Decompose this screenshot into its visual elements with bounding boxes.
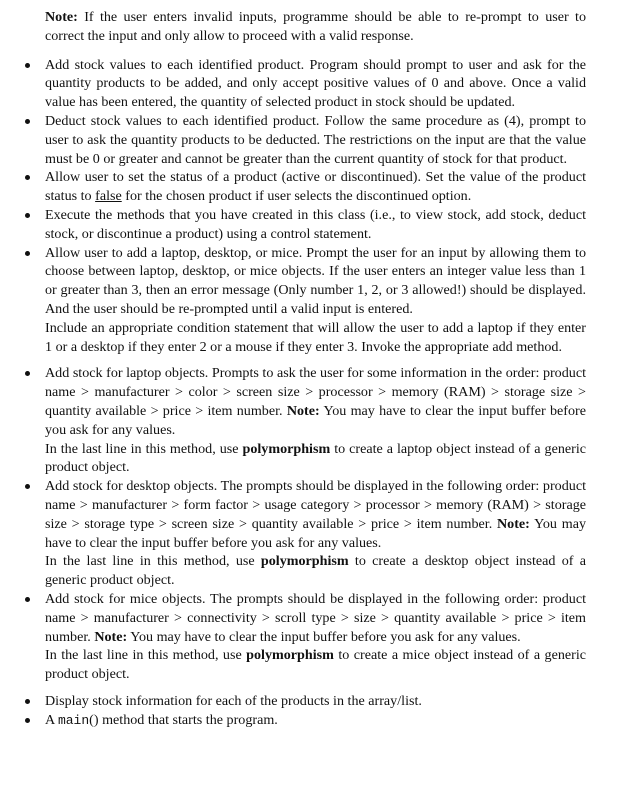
list-item-add-device: [45, 244, 586, 357]
desktop-text-c: In the last line in this method, use: [45, 553, 261, 570]
laptop-text-b: You may have to clear the input buffer before you ask for any values.: [45, 402, 586, 438]
laptop-text-a: Add stock for laptop objects. Prompts to ask the user for some information in the order: product name > manufacturer > color > screen size > processor > memory (RAM) > storage size > quantity available > price > item number.: [45, 365, 586, 419]
bullet-icon: [25, 175, 30, 180]
note-label: Note:: [45, 9, 78, 25]
list-item-status: [45, 168, 586, 206]
main-text-b: () method that starts the program.: [89, 711, 278, 728]
desktop-text-2: [45, 552, 586, 590]
list-item-mice: [45, 590, 586, 684]
mice-note-label: Note:: [94, 628, 128, 645]
list-item-display: [45, 692, 586, 711]
add-device-text-1: Allow user to add a laptop, desktop, or mice. Prompt the user for an input by allowing them to choose between laptop, desktop, or mice objects. If the user enters an integer value less than 1 or greater than 3, then an error message (Only number 1, 2, or 3 allowed!) should be displayed. And the user should be re-prompted until a valid input is entered.: [45, 244, 586, 317]
bullet-icon: [25, 484, 30, 489]
bullet-icon: [25, 597, 30, 602]
mice-text-2: [45, 646, 586, 684]
list-item-add-stock: [45, 56, 586, 112]
status-text-b: for the chosen product if user selects the discontinued option.: [121, 188, 472, 205]
bullet-icon: [25, 718, 30, 723]
list-item-main: [45, 711, 586, 731]
bullet-icon: [25, 63, 30, 68]
note-paragraph: [45, 8, 586, 46]
display-text: Display stock information for each of the products in the array/list.: [45, 692, 422, 709]
bullet-icon: [25, 699, 30, 704]
list-item-laptop: [45, 364, 586, 477]
bullet-icon: [25, 371, 30, 376]
add-stock-text: Add stock values to each identified product. Program should prompt to user and ask for the quantity products to be added, and only accept positive values of 0 and above. Once a valid value has been entered, the quantity of selected product in stock should be updated.: [45, 56, 586, 111]
main-method-code: main: [57, 712, 90, 728]
note-text: If the user enters invalid inputs, programme should be able to re-prompt to user to correct the input and only allow to proceed with a valid response.: [45, 9, 586, 44]
desktop-text-a: Add stock for desktop objects. The prompts should be displayed in the following order: product name > manufacturer > form factor > usage category > processor > memory (RAM) > storage size > storage type > screen size > quantity available > price > item number.: [45, 478, 586, 532]
laptop-text-c: In the last line in this method, use: [45, 440, 243, 457]
execute-text: Execute the methods that you have created in this class (i.e., to view stock, add stock, deduct stock, or discontinue a product) using a control statement.: [45, 206, 586, 242]
laptop-text-1: [45, 364, 586, 439]
main-text-a: A: [45, 711, 58, 728]
list-item-execute: [45, 206, 586, 244]
mice-text-1: [45, 590, 586, 646]
mice-text-d: to create a mice object instead of a generic product object.: [45, 647, 586, 683]
deduct-stock-text: Deduct stock values to each identified product. Follow the same procedure as (4), prompt to user to ask the quantity products to be deducted. The restrictions on the input are that the value must be 0 or greater and cannot be greater than the current quantity of stock for that product.: [45, 112, 586, 167]
desktop-text-1: [45, 477, 586, 552]
status-text: [45, 168, 586, 206]
add-device-text-2: Include an appropriate condition statement that will allow the user to add a laptop if they enter 1 or a desktop if they enter 2 or a mouse if they enter 3. Invoke the appropriate add method.: [45, 319, 586, 355]
desktop-polymorphism: polymorphism: [260, 553, 349, 570]
bullet-icon: [25, 251, 30, 256]
mice-text-a: Add stock for mice objects. The prompts should be displayed in the following order: product name > manufacturer > connectivity > scroll type > size > quantity available > price > item number.: [45, 590, 586, 645]
list-item-deduct-stock: [45, 112, 586, 168]
mice-text-b: You may have to clear the input buffer before you ask for any values.: [127, 628, 521, 645]
laptop-text-2: [45, 440, 586, 478]
mice-polymorphism: polymorphism: [246, 647, 334, 664]
desktop-note-label: Note:: [497, 515, 530, 532]
list-item-desktop: [45, 477, 586, 590]
bullet-icon: [25, 119, 30, 124]
laptop-text-d: to create a laptop object instead of a generic product object.: [45, 440, 586, 476]
bullet-icon: [25, 213, 30, 218]
desktop-text-d: to create a desktop object instead of a generic product object.: [45, 553, 586, 589]
laptop-note-label: Note:: [286, 402, 320, 419]
requirements-list: [45, 56, 586, 731]
desktop-text-b: You may have to clear the input buffer before you ask for any values.: [45, 515, 586, 551]
status-text-a: Allow user to set the status of a product (active or discontinued). Set the value of the product status to: [45, 169, 586, 205]
mice-text-c: In the last line in this method, use: [45, 647, 247, 664]
status-false-keyword: false: [95, 188, 122, 205]
main-text: [45, 711, 586, 731]
laptop-polymorphism: polymorphism: [242, 440, 331, 457]
